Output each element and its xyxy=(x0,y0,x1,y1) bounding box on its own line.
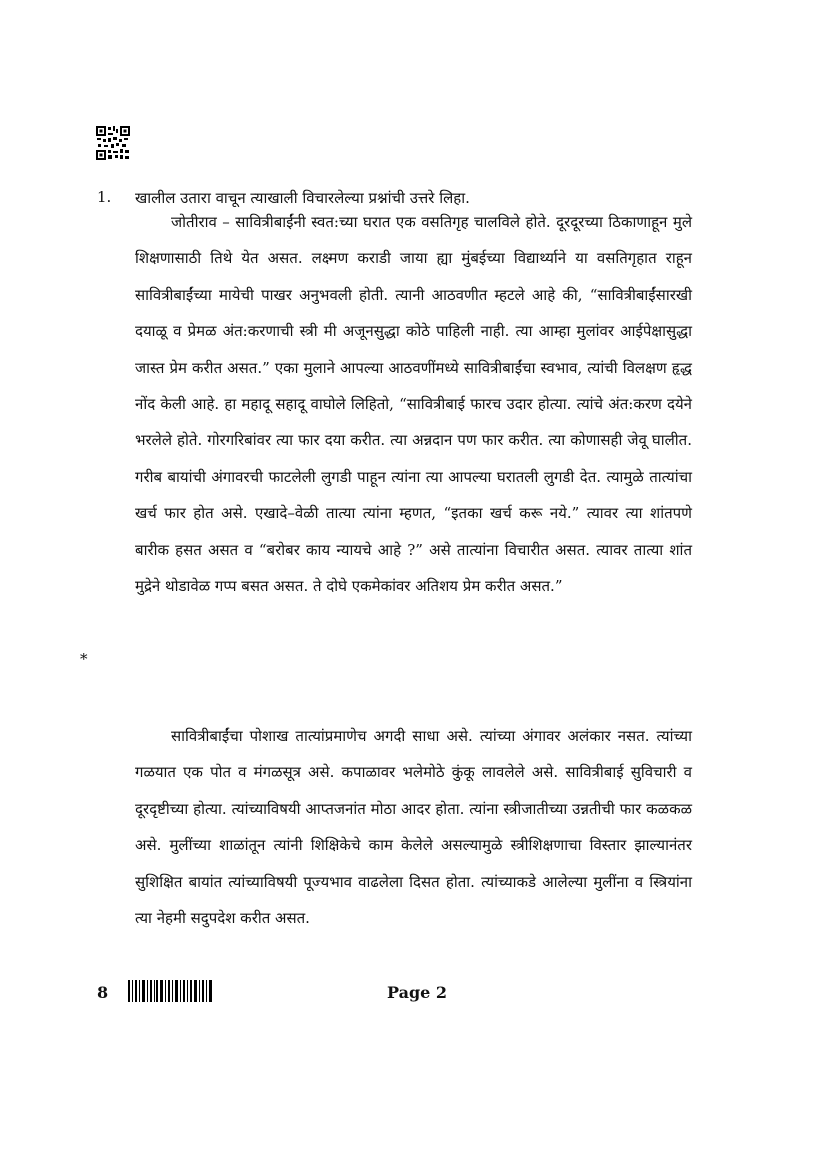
passage-paragraph-2: सावित्रीबाईंचा पोशाख तात्यांप्रमाणेच अगदी साधा असे. त्यांच्या अंगावर अलंकार नसत. त्यांच्या गळयात एक पोत व मंगळसूत्र असे. कपाळावर भलेमोठे कुंकू लावलेले असे. सावित्रीबाई सुविचारी व दूरदृष्टीच्या होत्या. त्यांच्याविषयी आप्तजनांत मोठा आदर होता. त्यांना स्त्रीजातीच्या उन्नतीची फार कळकळ असे. मुलींच्या शाळांतून त्यांनी शिक्षिकेचे काम केलेले असल्यामुळे स्त्रीशिक्षणाचा विस्तार झाल्यानंतर सुशिक्षित बायांत त्यांच्याविषयी पूज्यभाव वाढलेला दिसत होता. त्यांच्याकडे आलेल्या मुलींना व स्त्रियांना त्या नेहमी सदुपदेश करीत असत. xyxy=(135,727,692,928)
paper-code: 8 xyxy=(97,983,109,1002)
passage-paragraph-1: जोतीराव – सावित्रीबाईंनी स्वत:च्या घरात एक वसतिगृह चालविले होते. दूरदूरच्या ठिकाणाहून मुले शिक्षणासाठी तिथे येत असत. लक्ष्मण कराडी जाया ह्या मुंबईच्या विद्यार्थ्याने या वसतिगृहात राहून सावित्रीबाईंच्या मायेची पाखर अनुभवली होती. त्यानी आठवणीत म्हटले आहे की, “सावित्रीबाईंसारखी दयाळू व प्रेमळ अंत:करणाची स्त्री मी अजूनसुद्धा कोठे पाहिली नाही. त्या आम्हा मुलांवर आईपेक्षासुद्धा जास्त प्रेम करीत असत.” एका मुलाने आपल्या आठवणींमध्ये सावित्रीबाईंचा स्वभाव, त्यांची विलक्षण हृद्ध नोंद केली आहे. हा महादू सहादू वाघोले लिहितो, “सावित्रीबाई फारच उदार होत्या. त्यांचे अंत:करण दयेने भरलेले होते. गोरगरिबांवर त्या फार दया करीत. त्या अन्नदान पण फार करीत. त्या कोणासही जेवू घालीत. गरीब बायांची अंगावरची फाटलेली लुगडी पाहून त्यांना त्या आपल्या घरातली लुगडी देत. त्यामुळे तात्यांचा खर्च फार होत असे. एखादे–वेळी तात्या त्यांना म्हणत, “इतका खर्च करू नये.” त्यावर त्या शांतपणे बारीक हसत असत व “बरोबर काय न्यायचे आहे ?” असे तात्यांना विचारीत असत. त्यावर तात्या शांत मुद्रेने थोडावेळ गप्प बसत असत. ते दोघे एकमेकांवर अतिशय प्रेम करीत असत.” xyxy=(135,213,692,596)
barcode xyxy=(128,980,212,1002)
question-instruction: खालील उतारा वाचून त्याखाली विचारलेल्या प्रश्नांची उत्तरे लिहा. xyxy=(135,189,470,207)
qr-code xyxy=(96,126,130,160)
question-number: 1. xyxy=(97,188,112,206)
page-number: Page 2 xyxy=(387,983,448,1002)
margin-asterisk: * xyxy=(80,650,88,668)
